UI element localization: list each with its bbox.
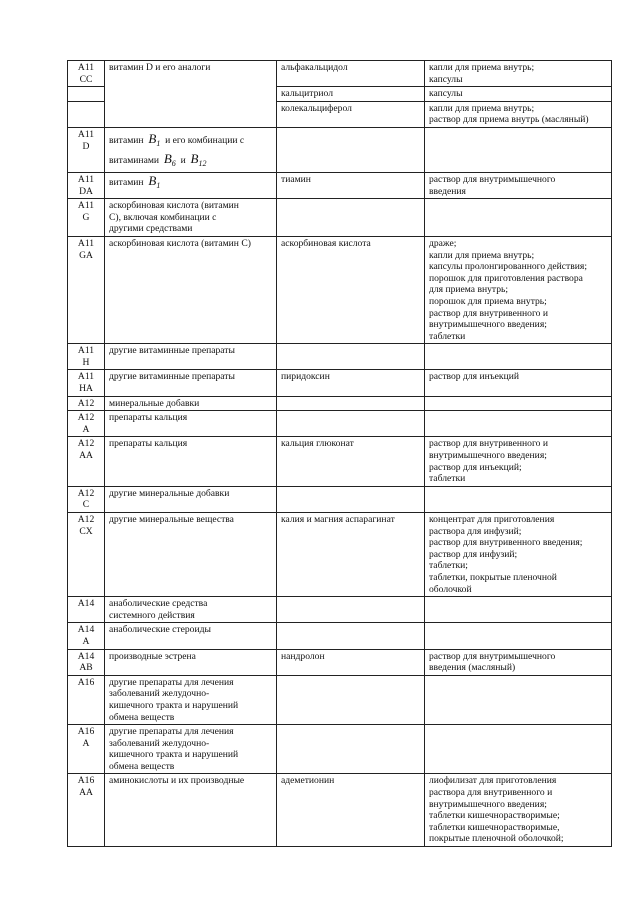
dosage-form — [425, 623, 612, 649]
group-name: другие минеральные добавки — [105, 486, 277, 512]
inn-name — [277, 675, 425, 724]
inn-name: тиамин — [277, 172, 425, 198]
atc-code: A16 A — [68, 725, 105, 774]
dosage-form — [425, 411, 612, 437]
atc-code: A12 C — [68, 486, 105, 512]
group-name-formula: витамин $B_1$ и его комбинации с витаминами $B_6$ и $B_{12}$ — [105, 127, 277, 172]
atc-code: A12 — [68, 396, 105, 411]
group-name: минеральные добавки — [105, 396, 277, 411]
table-row — [68, 675, 612, 724]
table-row — [68, 513, 612, 597]
group-name: анаболические средства системного действия — [105, 597, 277, 623]
table-row — [68, 411, 612, 437]
atc-code — [68, 101, 105, 127]
dosage-form: раствор для инъекций — [425, 370, 612, 396]
atc-code: A16 AA — [68, 774, 105, 847]
atc-code: A12 A — [68, 411, 105, 437]
dosage-form — [425, 486, 612, 512]
group-name: производные эстрена — [105, 649, 277, 675]
table-row — [68, 236, 612, 343]
inn-name — [277, 199, 425, 237]
inn-name — [277, 344, 425, 370]
atc-code: A12 CX — [68, 513, 105, 597]
dosage-form: раствор для внутримышечного введения — [425, 172, 612, 198]
group-name: другие витаминные препараты — [105, 370, 277, 396]
group-name: другие минеральные вещества — [105, 513, 277, 597]
atc-code: A11 HA — [68, 370, 105, 396]
table-row — [68, 199, 612, 237]
table-row — [68, 396, 612, 411]
inn-name: аскорбиновая кислота — [277, 236, 425, 343]
dosage-form — [425, 396, 612, 411]
dosage-form: раствор для внутривенного и внутримышечного введения; раствор для инъекций; таблетки — [425, 437, 612, 486]
inn-name: колекальциферол — [277, 101, 425, 127]
group-name: аскорбиновая кислота (витамин С), включая комбинации с другими средствами — [105, 199, 277, 237]
table-row — [68, 725, 612, 774]
atc-code: A14 AB — [68, 649, 105, 675]
table-row — [68, 597, 612, 623]
atc-code: A11 DA — [68, 172, 105, 198]
inn-name: адеметионин — [277, 774, 425, 847]
group-name: аскорбиновая кислота (витамин С) — [105, 236, 277, 343]
inn-name: альфакальцидол — [277, 61, 425, 87]
table-row — [68, 486, 612, 512]
dosage-form — [425, 597, 612, 623]
inn-name — [277, 396, 425, 411]
group-name: аминокислоты и их производные — [105, 774, 277, 847]
table-row — [68, 774, 612, 847]
dosage-form: раствор для внутримышечного введения (масляный) — [425, 649, 612, 675]
dosage-form — [425, 725, 612, 774]
dosage-form: концентрат для приготовления раствора для инфузий; раствор для внутривенного введения; раствор для инфузий; таблетки; таблетки, покрытые пленочной оболочкой — [425, 513, 612, 597]
dosage-form — [425, 127, 612, 172]
group-name: другие препараты для лечения заболеваний желудочно- кишечного тракта и нарушений обмена веществ — [105, 725, 277, 774]
group-name: препараты кальция — [105, 437, 277, 486]
group-name: витамин D и его аналоги — [105, 61, 277, 128]
inn-name: пиридоксин — [277, 370, 425, 396]
inn-name — [277, 127, 425, 172]
atc-code: A14 A — [68, 623, 105, 649]
atc-code: A11 D — [68, 127, 105, 172]
table-row — [68, 370, 612, 396]
table-row — [68, 172, 612, 198]
inn-name: кальцитриол — [277, 87, 425, 102]
table-row — [68, 623, 612, 649]
table-row — [68, 61, 612, 87]
dosage-form: капли для приема внутрь; капсулы — [425, 61, 612, 87]
inn-name: нандролон — [277, 649, 425, 675]
atc-code: A11 CC — [68, 61, 105, 87]
drug-table — [67, 60, 612, 847]
dosage-form — [425, 344, 612, 370]
dosage-form: лиофилизат для приготовления раствора для внутривенного и внутримышечного введения; таблетки кишечнорастворимые; таблетки кишечнорастворимые, покрытые пленочной оболочкой; — [425, 774, 612, 847]
atc-code: A11 H — [68, 344, 105, 370]
inn-name: кальция глюконат — [277, 437, 425, 486]
dosage-form — [425, 675, 612, 724]
group-name: препараты кальция — [105, 411, 277, 437]
atc-code — [68, 87, 105, 102]
atc-code: A12 AA — [68, 437, 105, 486]
group-name: анаболические стероиды — [105, 623, 277, 649]
table-row — [68, 127, 612, 172]
atc-code: A14 — [68, 597, 105, 623]
inn-name — [277, 486, 425, 512]
dosage-form — [425, 199, 612, 237]
atc-code: A16 — [68, 675, 105, 724]
table-row — [68, 437, 612, 486]
atc-code: A11 G — [68, 199, 105, 237]
inn-name: калия и магния аспарагинат — [277, 513, 425, 597]
dosage-form: капсулы — [425, 87, 612, 102]
group-name: другие витаминные препараты — [105, 344, 277, 370]
group-name-formula: витамин $B_1$ — [105, 172, 277, 198]
inn-name — [277, 725, 425, 774]
dosage-form: драже; капли для приема внутрь; капсулы пролонгированного действия; порошок для приготовления раствора для приема внутрь; порошок для приема внутрь; раствор для внутривенного и внутримышечного введения; таблетки — [425, 236, 612, 343]
inn-name — [277, 597, 425, 623]
table-row — [68, 649, 612, 675]
inn-name — [277, 623, 425, 649]
table-row — [68, 344, 612, 370]
atc-code: A11 GA — [68, 236, 105, 343]
group-name: другие препараты для лечения заболеваний желудочно- кишечного тракта и нарушений обмена веществ — [105, 675, 277, 724]
dosage-form: капли для приема внутрь; раствор для приема внутрь (масляный) — [425, 101, 612, 127]
inn-name — [277, 411, 425, 437]
